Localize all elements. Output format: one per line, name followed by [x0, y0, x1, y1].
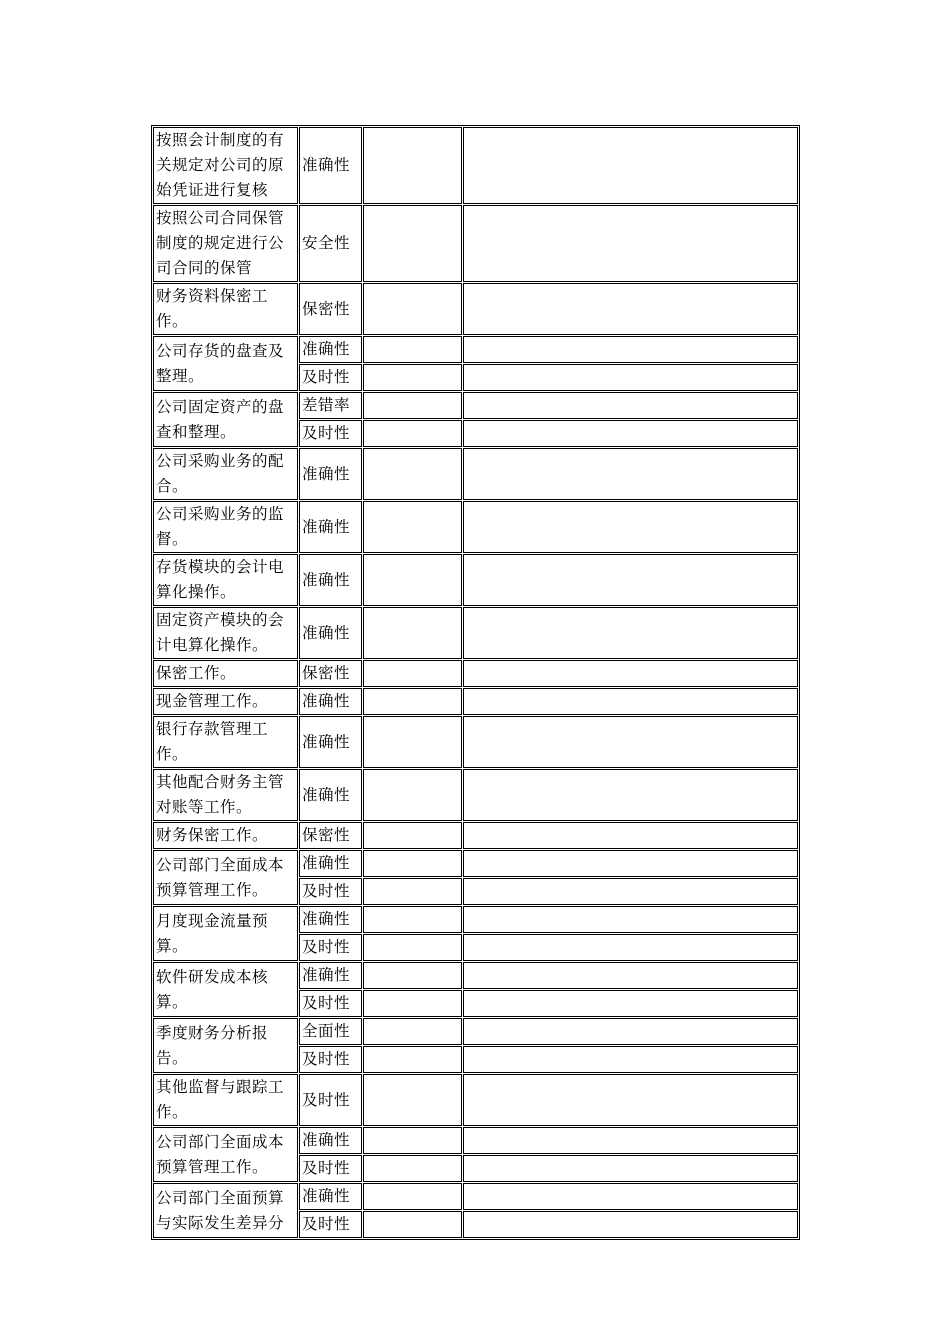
blank-cell: [363, 1074, 462, 1126]
blank-cell: [363, 607, 462, 659]
table-row: [153, 1018, 798, 1045]
task-cell: 现金管理工作。: [153, 688, 298, 715]
metric-cell: 准确性: [299, 906, 362, 933]
blank-wide-cell: [463, 283, 798, 335]
blank-wide-cell: [463, 420, 798, 447]
metric-cell: 及时性: [299, 1211, 362, 1238]
blank-cell: [363, 420, 462, 447]
task-cell: 公司部门全面成本预算管理工作。: [153, 1127, 298, 1182]
blank-cell: [363, 127, 462, 204]
table-row: [153, 607, 798, 659]
task-cell: 季度财务分析报告。: [153, 1018, 298, 1073]
metric-cell: 准确性: [299, 688, 362, 715]
task-cell: 银行存款管理工作。: [153, 716, 298, 768]
blank-cell: [363, 1155, 462, 1182]
metric-cell: 准确性: [299, 501, 362, 553]
table-row: [153, 448, 798, 500]
blank-wide-cell: [463, 822, 798, 849]
blank-cell: [363, 1018, 462, 1045]
metric-cell: 保密性: [299, 283, 362, 335]
blank-wide-cell: [463, 364, 798, 391]
table-row: [153, 336, 798, 363]
task-cell: 固定资产模块的会计电算化操作。: [153, 607, 298, 659]
blank-wide-cell: [463, 1155, 798, 1182]
metric-cell: 准确性: [299, 850, 362, 877]
blank-cell: [363, 769, 462, 821]
blank-wide-cell: [463, 990, 798, 1017]
table-row: [153, 1127, 798, 1154]
metric-cell: 准确性: [299, 1127, 362, 1154]
task-cell: 公司采购业务的监督。: [153, 501, 298, 553]
task-cell: 公司采购业务的配合。: [153, 448, 298, 500]
blank-cell: [363, 1127, 462, 1154]
table-row: [153, 906, 798, 933]
blank-cell: [363, 336, 462, 363]
table-row: [153, 1074, 798, 1126]
blank-cell: [363, 1046, 462, 1073]
task-cell: 保密工作。: [153, 660, 298, 687]
metric-cell: 保密性: [299, 660, 362, 687]
metric-cell: 及时性: [299, 878, 362, 905]
blank-cell: [363, 878, 462, 905]
table-row: [153, 962, 798, 989]
blank-cell: [363, 850, 462, 877]
blank-wide-cell: [463, 554, 798, 606]
task-cell: 财务资料保密工作。: [153, 283, 298, 335]
metric-cell: 准确性: [299, 127, 362, 204]
blank-wide-cell: [463, 906, 798, 933]
blank-wide-cell: [463, 501, 798, 553]
evaluation-table: [151, 125, 800, 1240]
table-row: [153, 660, 798, 687]
blank-wide-cell: [463, 607, 798, 659]
blank-cell: [363, 660, 462, 687]
metric-cell: 保密性: [299, 822, 362, 849]
blank-wide-cell: [463, 934, 798, 961]
metric-cell: 及时性: [299, 420, 362, 447]
task-cell: 公司部门全面预算与实际发生差异分: [153, 1183, 298, 1238]
blank-wide-cell: [463, 1046, 798, 1073]
metric-cell: 及时性: [299, 1074, 362, 1126]
task-cell: 公司部门全面成本预算管理工作。: [153, 850, 298, 905]
metric-cell: 及时性: [299, 990, 362, 1017]
blank-wide-cell: [463, 1183, 798, 1210]
metric-cell: 安全性: [299, 205, 362, 282]
blank-wide-cell: [463, 127, 798, 204]
blank-cell: [363, 934, 462, 961]
metric-cell: 及时性: [299, 1046, 362, 1073]
blank-wide-cell: [463, 1127, 798, 1154]
blank-cell: [363, 364, 462, 391]
blank-cell: [363, 554, 462, 606]
table-row: [153, 822, 798, 849]
metric-cell: 及时性: [299, 934, 362, 961]
blank-cell: [363, 501, 462, 553]
metric-cell: 准确性: [299, 1183, 362, 1210]
table-row: [153, 554, 798, 606]
table-row: [153, 501, 798, 553]
task-cell: 按照公司合同保管制度的规定进行公司合同的保管: [153, 205, 298, 282]
blank-wide-cell: [463, 205, 798, 282]
blank-cell: [363, 1183, 462, 1210]
blank-wide-cell: [463, 688, 798, 715]
blank-wide-cell: [463, 716, 798, 768]
blank-cell: [363, 688, 462, 715]
metric-cell: 准确性: [299, 607, 362, 659]
blank-wide-cell: [463, 448, 798, 500]
table-row: [153, 127, 798, 204]
metric-cell: 及时性: [299, 1155, 362, 1182]
task-cell: 公司固定资产的盘查和整理。: [153, 392, 298, 447]
metric-cell: 及时性: [299, 364, 362, 391]
metric-cell: 准确性: [299, 336, 362, 363]
task-cell: 其他监督与跟踪工作。: [153, 1074, 298, 1126]
blank-cell: [363, 392, 462, 419]
table-row: [153, 283, 798, 335]
task-cell: 按照会计制度的有关规定对公司的原始凭证进行复核: [153, 127, 298, 204]
table-row: [153, 769, 798, 821]
metric-cell: 准确性: [299, 769, 362, 821]
metric-cell: 准确性: [299, 448, 362, 500]
metric-cell: 准确性: [299, 554, 362, 606]
blank-cell: [363, 962, 462, 989]
task-cell: 其他配合财务主管对账等工作。: [153, 769, 298, 821]
blank-cell: [363, 906, 462, 933]
table-row: [153, 688, 798, 715]
blank-wide-cell: [463, 392, 798, 419]
metric-cell: 差错率: [299, 392, 362, 419]
blank-wide-cell: [463, 1074, 798, 1126]
blank-cell: [363, 283, 462, 335]
task-cell: 软件研发成本核算。: [153, 962, 298, 1017]
blank-wide-cell: [463, 660, 798, 687]
blank-wide-cell: [463, 769, 798, 821]
table-row: [153, 850, 798, 877]
blank-cell: [363, 990, 462, 1017]
blank-wide-cell: [463, 962, 798, 989]
metric-cell: 准确性: [299, 962, 362, 989]
blank-wide-cell: [463, 850, 798, 877]
table-body: [153, 127, 798, 1238]
task-cell: 公司存货的盘查及整理。: [153, 336, 298, 391]
blank-wide-cell: [463, 336, 798, 363]
table-row: [153, 1183, 798, 1210]
blank-wide-cell: [463, 878, 798, 905]
task-cell: 月度现金流量预算。: [153, 906, 298, 961]
task-cell: 存货模块的会计电算化操作。: [153, 554, 298, 606]
blank-cell: [363, 205, 462, 282]
blank-wide-cell: [463, 1211, 798, 1238]
task-cell: 财务保密工作。: [153, 822, 298, 849]
blank-wide-cell: [463, 1018, 798, 1045]
metric-cell: 全面性: [299, 1018, 362, 1045]
blank-cell: [363, 1211, 462, 1238]
table-row: [153, 716, 798, 768]
blank-cell: [363, 448, 462, 500]
table-row: [153, 392, 798, 419]
table-row: [153, 205, 798, 282]
blank-cell: [363, 716, 462, 768]
blank-cell: [363, 822, 462, 849]
metric-cell: 准确性: [299, 716, 362, 768]
